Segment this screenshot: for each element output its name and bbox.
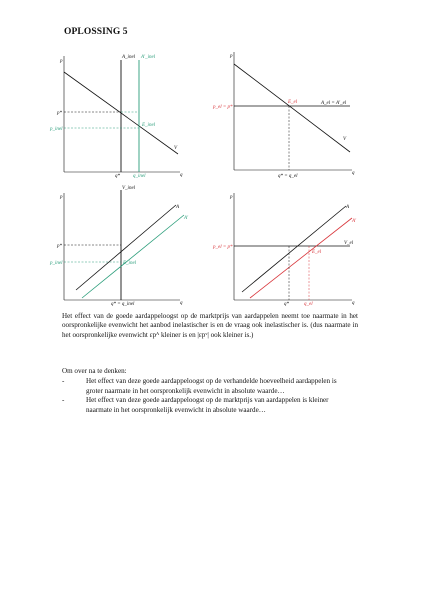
x-axis-label: q	[180, 173, 183, 178]
bullet-dash: -	[62, 377, 65, 385]
figure-top-right	[212, 52, 355, 179]
supply-old-label: A	[176, 205, 180, 210]
y-axis-label: p	[60, 195, 63, 200]
x-axis-label: q	[352, 301, 355, 306]
demand-line	[234, 64, 350, 152]
supply-label: A_el = A'_el	[321, 101, 347, 106]
bullet-text: Het effect van deze goede aardappeloogst op de verhandelde hoeveelheid aardappelen is groter naarmate in het oorspronkelijk evenwicht in absolute waarde…	[86, 377, 337, 395]
list-item	[62, 377, 346, 396]
supply-old-line	[76, 205, 176, 290]
supply-new-label: A'_inel	[141, 55, 156, 60]
supply-old-label: A	[346, 205, 350, 210]
paragraph-think-about: Om over na te denken:	[62, 367, 127, 375]
bullet-list	[62, 377, 346, 415]
bullet-text: Het effect van deze goede aardappeloogst op de marktprijs van aardappelen is kleiner naarmate in het oorspronkelijk evenwicht in absolute waarde…	[86, 396, 329, 414]
q-star-label: q*	[284, 302, 289, 307]
e-point-label: E_el	[288, 100, 298, 105]
list-item	[62, 396, 346, 415]
p-star-label: p*	[57, 244, 62, 249]
x-axis-label: q	[352, 171, 355, 176]
demand-label: V_inel	[122, 186, 136, 191]
p-eq-label: p_el = p*	[213, 105, 233, 110]
p-new-label: p_inel	[50, 127, 63, 132]
supply-new-line	[250, 218, 352, 298]
supply-new-line	[82, 215, 184, 298]
page-title: OPLOSSING 5	[64, 27, 128, 37]
q-eq-label: q* = q_el	[278, 174, 298, 179]
e-new-label: E_el	[312, 250, 322, 255]
x-axis-label: q	[180, 301, 183, 306]
e-new-label: E_inel	[142, 123, 156, 128]
supply-old-label: A_inel	[122, 55, 136, 60]
supply-new-label: A'	[352, 219, 357, 224]
paragraph-conclusion: Het effect van de goede aardappeloogst op de marktprijs van aardappelen neemt toe naarmate in het oorspronkelijke evenwicht het aanbod inelastischer is en de vraag ook inelastischer is. (dus naarmate in het oorspronkelijke evenwicht εpᴬ kleiner is en |εpᵛ| ook kleiner is.)	[62, 312, 358, 339]
p-eq-label: p_el = p*	[213, 245, 233, 250]
q-new-label: q_el	[304, 302, 313, 307]
figure-top-left	[49, 55, 183, 179]
demand-label: V	[343, 137, 347, 142]
figure-bottom-left	[49, 186, 189, 307]
figure-bottom-right	[212, 193, 357, 307]
p-star-label: p*	[57, 111, 62, 116]
q-eq-label: q* = q_inel	[111, 302, 135, 307]
supply-old-line	[242, 206, 346, 292]
y-axis-label: p	[230, 54, 233, 59]
y-axis-label: p	[230, 195, 233, 200]
q-star-label: q*	[115, 174, 120, 179]
y-axis-label: p	[60, 59, 63, 64]
supply-new-label: A'	[184, 216, 189, 221]
bullet-dash: -	[62, 396, 65, 405]
e-new-label: E_inel	[123, 261, 137, 266]
p-new-label: p_inel	[50, 261, 63, 266]
demand-label: V	[174, 146, 178, 151]
q-new-label: q_inel	[133, 174, 146, 179]
demand-label: V_el	[344, 241, 354, 246]
